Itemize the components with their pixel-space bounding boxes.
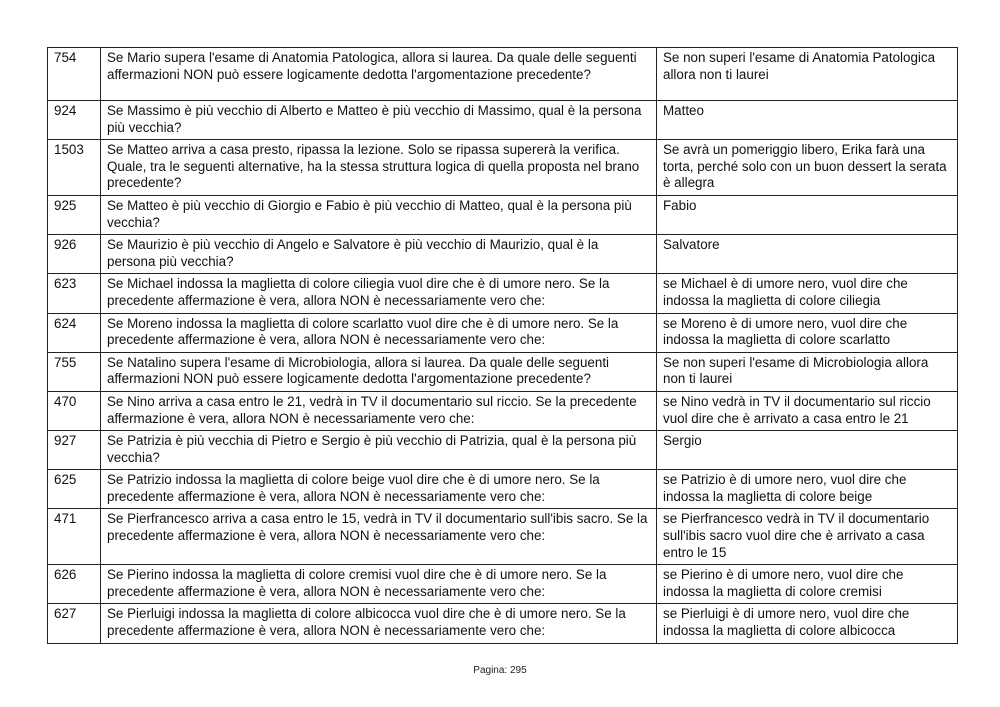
answer-text: Fabio [657, 195, 958, 234]
table-row [48, 195, 958, 234]
question-text: Se Patrizio indossa la maglietta di colore beige vuol dire che è di umore nero. Se la precedente affermazione è vera, allora NON è necessariamente vero che: [101, 470, 657, 509]
question-id: 471 [48, 509, 101, 565]
table-row [48, 470, 958, 509]
answer-text: Matteo [657, 101, 958, 140]
question-text: Se Pierino indossa la maglietta di colore cremisi vuol dire che è di umore nero. Se la precedente affermazione è vera, allora NON è necessariamente vero che: [101, 565, 657, 604]
question-id: 755 [48, 352, 101, 391]
table-row [48, 352, 958, 391]
table-row [48, 48, 958, 101]
table-row [48, 565, 958, 604]
question-text: Se Mario supera l'esame di Anatomia Patologica, allora si laurea. Da quale delle seguenti affermazioni NON può essere logicamente dedotta l'argomentazione precedente? [101, 48, 657, 101]
question-text: Se Massimo è più vecchio di Alberto e Matteo è più vecchio di Massimo, qual è la persona più vecchia? [101, 101, 657, 140]
question-text: Se Matteo arriva a casa presto, ripassa la lezione. Solo se ripassa supererà la verifica. Quale, tra le seguenti alternative, ha la stessa struttura logica di quella proposta nel brano precedente? [101, 140, 657, 196]
answer-text: Se non superi l'esame di Anatomia Patologica allora non ti laurei [657, 48, 958, 101]
question-id: 926 [48, 235, 101, 274]
quiz-table [47, 47, 958, 644]
question-id: 927 [48, 431, 101, 470]
table-row [48, 604, 958, 643]
question-id: 627 [48, 604, 101, 643]
answer-text: se Pierluigi è di umore nero, vuol dire che indossa la maglietta di colore albicocca [657, 604, 958, 643]
table-row [48, 101, 958, 140]
answer-text: se Patrizio è di umore nero, vuol dire che indossa la maglietta di colore beige [657, 470, 958, 509]
question-id: 623 [48, 274, 101, 313]
page-number: Pagina: 295 [473, 665, 527, 676]
question-text: Se Pierluigi indossa la maglietta di colore albicocca vuol dire che è di umore nero. Se la precedente affermazione è vera, allora NON è necessariamente vero che: [101, 604, 657, 643]
answer-text: se Moreno è di umore nero, vuol dire che indossa la maglietta di colore scarlatto [657, 313, 958, 352]
question-id: 924 [48, 101, 101, 140]
answer-text: se Pierfrancesco vedrà in TV il documentario sull'ibis sacro vuol dire che è arrivato a casa entro le 15 [657, 509, 958, 565]
question-text: Se Patrizia è più vecchia di Pietro e Sergio è più vecchio di Patrizia, qual è la persona più vecchia? [101, 431, 657, 470]
question-id: 925 [48, 195, 101, 234]
question-text: Se Moreno indossa la maglietta di colore scarlatto vuol dire che è di umore nero. Se la precedente affermazione è vera, allora NON è necessariamente vero che: [101, 313, 657, 352]
question-id: 626 [48, 565, 101, 604]
answer-text: Sergio [657, 431, 958, 470]
answer-text: Se avrà un pomeriggio libero, Erika farà una torta, perché solo con un buon dessert la serata è allegra [657, 140, 958, 196]
question-text: Se Nino arriva a casa entro le 21, vedrà in TV il documentario sul riccio. Se la precedente affermazione è vera, allora NON è necessariamente vero che: [101, 391, 657, 430]
answer-text: se Nino vedrà in TV il documentario sul riccio vuol dire che è arrivato a casa entro le 21 [657, 391, 958, 430]
table-row [48, 509, 958, 565]
table-row [48, 391, 958, 430]
question-id: 754 [48, 48, 101, 101]
table-row [48, 274, 958, 313]
table-row [48, 140, 958, 196]
question-text: Se Natalino supera l'esame di Microbiologia, allora si laurea. Da quale delle seguenti affermazioni NON può essere logicamente dedotta l'argomentazione precedente? [101, 352, 657, 391]
question-id: 1503 [48, 140, 101, 196]
question-id: 624 [48, 313, 101, 352]
quiz-table-container [47, 47, 957, 644]
answer-text: se Michael è di umore nero, vuol dire che indossa la maglietta di colore ciliegia [657, 274, 958, 313]
question-text: Se Michael indossa la maglietta di colore ciliegia vuol dire che è di umore nero. Se la precedente affermazione è vera, allora NON è necessariamente vero che: [101, 274, 657, 313]
question-id: 625 [48, 470, 101, 509]
table-row [48, 235, 958, 274]
answer-text: Se non superi l'esame di Microbiologia allora non ti laurei [657, 352, 958, 391]
question-text: Se Pierfrancesco arriva a casa entro le 15, vedrà in TV il documentario sull'ibis sacro. Se la precedente affermazione è vera, allora NON è necessariamente vero che: [101, 509, 657, 565]
answer-text: Salvatore [657, 235, 958, 274]
question-text: Se Matteo è più vecchio di Giorgio e Fabio è più vecchio di Matteo, qual è la persona più vecchia? [101, 195, 657, 234]
question-id: 470 [48, 391, 101, 430]
table-row [48, 313, 958, 352]
question-text: Se Maurizio è più vecchio di Angelo e Salvatore è più vecchio di Maurizio, qual è la persona più vecchia? [101, 235, 657, 274]
answer-text: se Pierino è di umore nero, vuol dire che indossa la maglietta di colore cremisi [657, 565, 958, 604]
table-row [48, 431, 958, 470]
